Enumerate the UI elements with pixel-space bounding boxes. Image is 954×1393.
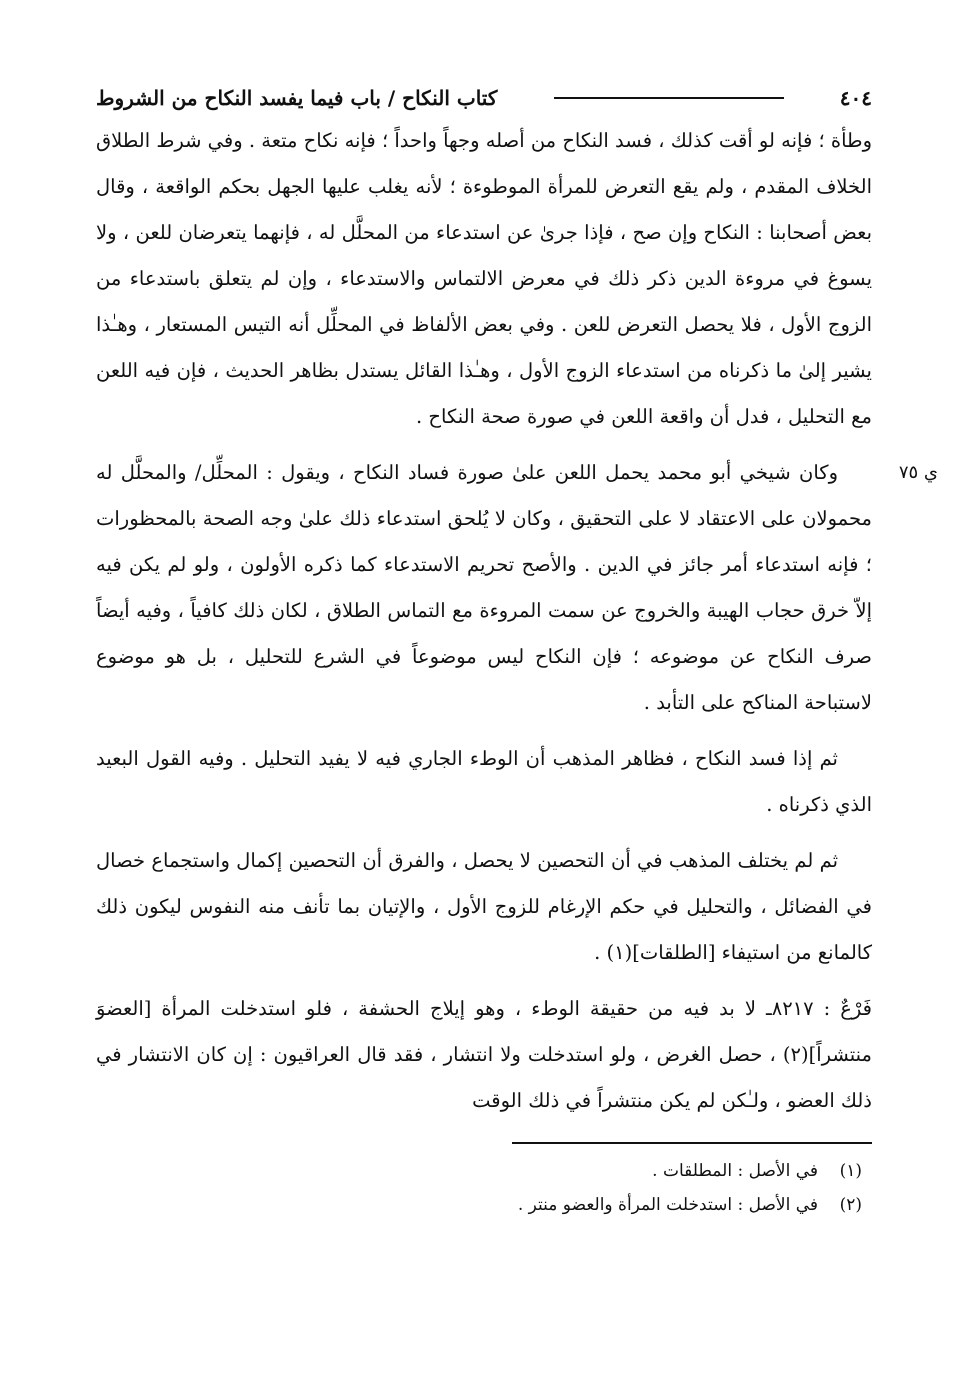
margin-note: ي ٧٥ — [898, 462, 938, 483]
paragraph: ثم لم يختلف المذهب في أن التحصين لا يحصل ، والفرق أن التحصين إكمال واستجماع خصال في الفضائل ، والتحليل في حكم الإرغام للزوج الأول ، والإتيان بما تأنف منه النفوس ليكون ذلك كالمانع من استيفاء [الطلقات](١) . — [96, 849, 872, 964]
footnote-separator — [512, 1142, 872, 1144]
page-header — [96, 78, 872, 118]
footnotes — [96, 1154, 872, 1222]
main-text — [96, 118, 938, 1124]
page-number: ٤٠٤ — [839, 86, 872, 110]
footnote — [96, 1154, 872, 1188]
footnote-text: في الأصل : استدخلت المرأة والعضو منتر . — [517, 1195, 818, 1215]
book-page — [96, 78, 938, 1353]
paragraph: فَرْعٌ : ٨٢١٧ـ لا بد فيه من حقيقة الوطء ، وهو إيلاج الحشفة ، فلو استدخلت المرأة [العضوَ منتشراً](٢) ، حصل الغرض ، ولو استدخلت ولا انتشار ، فقد قال العراقيون : إن كان الانتشار في ذلك العضو ، ولـٰكن لم يكن منتشراً في ذلك الوقت — [96, 997, 872, 1112]
header-rule — [554, 97, 784, 99]
footnote-number: (١) — [839, 1161, 862, 1181]
running-title: كتاب النكاح / باب فيما يفسد النكاح من الشروط — [96, 86, 498, 110]
paragraph: وكان شيخي أبو محمد يحمل اللعن علىٰ صورة فساد النكاح ، ويقول : المحلِّل/ والمحلَّل له محمولان على الاعتقاد لا على التحقيق ، وكان لا يُلحق استدعاء ذلك علىٰ وجه الصحة بالمحظورات ؛ فإنه استدعاء أمر جائز في الدين . والأصح تحريم الاستدعاء كما ذكره الأولون ، ولو لم يكن فيه إلاّ خرق حجاب الهيبة والخروج عن سمت المروءة مع التماس الطلاق ، لكان ذلك كافياً ، وفيه أيضاً صرف النكاح عن موضوعه ؛ فإن النكاح ليس موضوعاً في الشرع للتحليل ، بل هو موضوع لاستباحة المناكح على التأبد . — [96, 461, 872, 714]
paragraph: ثم إذا فسد النكاح ، فظاهر المذهب أن الوطء الجاري فيه لا يفيد التحليل . وفيه القول البعيد الذي ذكرناه . — [96, 747, 872, 816]
paragraph: وطأة ؛ فإنه لو أقت كذلك ، فسد النكاح من أصله وجهاً واحداً ؛ فإنه نكاح متعة . وفي شرط الطلاق الخلاف المقدم ، ولم يقع التعرض للمرأة الموطوءة ؛ لأنه يغلب عليها الجهل بحكم الواقعة ، وقال بعض أصحابنا : النكاح وإن صح ، فإذا جرىٰ عن استدعاء من المحلَّل له ، فإنهما يتعرضان للعن ، ولا يسوغ في مروءة الدين ذكر ذلك في معرض الالتماس والاستدعاء ، وإن لم يتعلق باستدعاء من الزوج الأول ، فلا يحصل التعرض للعن . وفي بعض الألفاظ في المحلِّل أنه التيس المستعار ، وهـٰذا يشير إلىٰ ما ذكرناه من استدعاء الزوج الأول ، وهـٰذا القائل يستدل بظاهر الحديث ، فإن فيه اللعن مع التحليل ، فدل أن واقعة اللعن في صورة صحة النكاح . — [96, 129, 872, 428]
footnote-text: في الأصل : المطلقات . — [652, 1161, 818, 1181]
paragraph-with-margin-note — [96, 450, 938, 726]
footnote — [96, 1188, 872, 1222]
footnote-number: (٢) — [839, 1195, 862, 1215]
